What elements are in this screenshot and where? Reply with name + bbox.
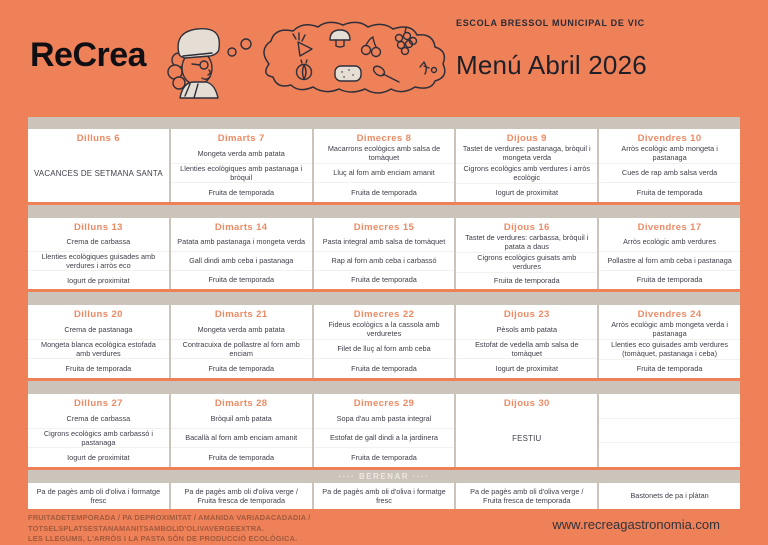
menu-slots <box>28 409 169 467</box>
special-day-note: FESTIU <box>512 433 542 443</box>
menu-slots <box>599 394 740 467</box>
menu-item: Arròs ecològic amb mongeta verda i pastanaga <box>611 320 728 339</box>
menu-item: Fruita de temporada <box>599 359 740 378</box>
day-cell <box>171 305 312 378</box>
berenar-row <box>28 483 740 509</box>
menu-item: Fruita de temporada <box>314 270 455 289</box>
day-header: Dimarts 28 <box>214 398 268 409</box>
day-header: Divendres 10 <box>637 133 702 144</box>
week-row <box>28 305 740 381</box>
menu-slots <box>171 320 312 378</box>
menu-item: Llenties eco guisades amb verdures (tomàquet, pastanaga i ceba) <box>599 339 740 359</box>
day-cell <box>28 305 169 378</box>
menu-item: Fruita de temporada <box>171 182 312 202</box>
week-separator-band <box>28 381 740 394</box>
footer-notes <box>28 513 498 545</box>
menu-item: Fruita de temporada <box>456 272 597 289</box>
footer-note-line1: FRUITADETEMPORADA / PA DEPROXIMITAT / AMANIDA VARIADACADADIA / TOTSELSPLATSESTANAMANITSAMBOLID'OLIVAVERGEEXTRA. <box>28 513 311 533</box>
menu-slots <box>456 233 597 289</box>
website-link[interactable]: www.recreagastronomia.com <box>552 517 720 532</box>
menu-item: Fruita de temporada <box>28 358 169 378</box>
menu-item: Bacallà al forn amb enciam amanit <box>171 428 312 448</box>
week-row <box>28 129 740 205</box>
menu-item: Pèsols amb patata <box>496 324 558 334</box>
berenar-item: Pa de pagès amb oli d'oliva verge / Fruita fresca de temporada <box>456 483 597 509</box>
menu-item: Llenties ecològiques amb pastanaga i bròquil <box>171 163 312 183</box>
day-cell <box>314 305 455 378</box>
menu-slots <box>314 320 455 378</box>
menu-slots <box>456 320 597 378</box>
day-cell <box>28 394 169 467</box>
menu-item: Pollastre al forn amb ceba i pastanaga <box>599 251 740 270</box>
menu-item: Arròs ecològic amb verdures <box>623 237 717 247</box>
menu-item: Crema de pastanaga <box>64 324 133 334</box>
day-header: Dijous 9 <box>506 133 547 144</box>
school-name: ESCOLA BRESSOL MUNICIPAL DE VIC <box>456 18 645 28</box>
day-cell <box>171 394 312 467</box>
menu-item <box>599 394 740 418</box>
menu-slots <box>171 144 312 202</box>
menu-slots <box>599 320 740 378</box>
menu-item: Rap al forn amb ceba i carbassó <box>314 251 455 270</box>
menu-item: Cigrons ecològics guisats amb verdures <box>456 252 597 272</box>
berenar-band <box>28 470 740 483</box>
day-cell <box>456 218 597 289</box>
day-cell <box>456 394 597 467</box>
day-cell <box>314 394 455 467</box>
chef-thinking-illustration <box>152 18 454 106</box>
week-row <box>28 218 740 292</box>
day-header: Dilluns 27 <box>73 398 123 409</box>
menu-item: Mongeta blanca ecològica estofada amb verdures <box>28 339 169 359</box>
day-cell <box>456 129 597 202</box>
day-header: Dilluns 13 <box>73 222 123 233</box>
menu-item: Mongeta verda amb patata <box>197 324 285 334</box>
menu-item: Fruita de temporada <box>599 270 740 289</box>
day-cell <box>456 305 597 378</box>
menu-slots <box>314 233 455 289</box>
day-cell <box>599 394 740 467</box>
menu-item: Fruita de temporada <box>314 358 455 378</box>
day-header: Dilluns 20 <box>73 309 123 320</box>
menu-slots <box>456 144 597 202</box>
menu-item: Bròquil amb patata <box>210 413 272 423</box>
menu-item: Iogurt de proximitat <box>456 358 597 378</box>
day-cell <box>599 129 740 202</box>
day-header: Dimecres 22 <box>353 309 415 320</box>
menu-item: Cues de rap amb salsa verda <box>599 163 740 183</box>
day-header: Dimecres 15 <box>353 222 415 233</box>
day-header: Dijous 30 <box>503 398 550 409</box>
menu-slots <box>171 233 312 289</box>
day-cell <box>171 129 312 202</box>
menu-item: Estofat de vedella amb salsa de tomàquet <box>456 339 597 359</box>
menu-item: Iogurt de proximitat <box>28 270 169 289</box>
thought-bubble-medium-icon <box>241 39 251 49</box>
menu-item: Arròs ecològic amb mongeta i pastanaga <box>621 144 718 163</box>
day-cell <box>599 305 740 378</box>
berenar-item: Pa de pagès amb oli d'oliva i formatge fresc <box>314 483 455 509</box>
menu-item: Iogurt de proximitat <box>456 183 597 202</box>
menu-item: Fruita de temporada <box>171 447 312 467</box>
menu-item <box>599 418 740 443</box>
panel-top-band <box>28 117 740 129</box>
menu-item <box>599 442 740 467</box>
day-cell <box>599 218 740 289</box>
day-header: Dilluns 6 <box>76 133 120 144</box>
week-separator-band <box>28 292 740 305</box>
day-cell <box>314 129 455 202</box>
menu-slots <box>599 233 740 289</box>
day-header: Dimarts 21 <box>214 309 268 320</box>
special-day-note: VACANCES DE SETMANA SANTA <box>34 168 163 178</box>
menu-item: Crema de carbassa <box>66 237 131 247</box>
page-footer <box>0 509 768 545</box>
menu-slots <box>28 320 169 378</box>
day-cell <box>28 129 169 202</box>
menu-item: Cigrons ecològics amb carbassó i pastanaga <box>28 428 169 448</box>
menu-item: Filet de lluç al forn amb ceba <box>314 339 455 359</box>
day-header: Dimecres 8 <box>356 133 412 144</box>
menu-item: Gall dindi amb ceba i pastanaga <box>171 251 312 270</box>
menu-grid-panel <box>28 117 740 509</box>
day-header: Dijous 16 <box>503 222 550 233</box>
bread-icon <box>335 66 361 81</box>
menu-slots <box>599 144 740 202</box>
menu-item: Fruita de temporada <box>171 270 312 289</box>
menu-item: Lluç al forn amb enciam amanit <box>314 163 455 183</box>
menu-item: Fruita de temporada <box>171 358 312 378</box>
menu-item: Fruita de temporada <box>314 182 455 202</box>
menu-slots <box>314 409 455 467</box>
menu-item: Macarrons ecològics amb salsa de tomàquet <box>327 144 441 163</box>
day-cell <box>171 218 312 289</box>
menu-item: Pasta integral amb salsa de tomàquet <box>322 237 446 247</box>
week-row <box>28 394 740 470</box>
menu-item: Iogurt de proximitat <box>28 447 169 467</box>
menu-item: Cigrons ecològics amb verdures i arròs ecològic <box>456 163 597 183</box>
day-header: Dimarts 7 <box>217 133 265 144</box>
menu-item: Contracuixa de pollastre al forn amb enciam <box>171 339 312 359</box>
berenar-item: Pa de pagès amb oli d'oliva verge / Fruita fresca de temporada <box>171 483 312 509</box>
menu-slots <box>28 233 169 289</box>
menu-slots <box>314 144 455 202</box>
day-header: Dimecres 29 <box>353 398 415 409</box>
week-separator-band <box>28 205 740 218</box>
recrea-logo: ReCrea <box>30 36 147 74</box>
menu-item: Estofat de gall dindi a la jardinera <box>314 428 455 448</box>
berenar-item: Bastonets de pa i plàtan <box>599 483 740 509</box>
day-header: Divendres 24 <box>637 309 702 320</box>
chef-hat-icon <box>178 29 219 58</box>
menu-item: Llenties ecològiques guisades amb verdures i arròs eco <box>28 251 169 271</box>
menu-item: Mongeta verda amb patata <box>197 148 285 158</box>
day-cell <box>314 218 455 289</box>
footer-note-line2: LES LLEGUMS, L'ARRÒS I LA PASTA SÓN DE PRODUCCIÓ ECOLÒGICA. <box>28 534 298 544</box>
day-header: Dimarts 14 <box>214 222 268 233</box>
menu-item: Patata amb pastanaga i mongeta verda <box>177 237 306 247</box>
menu-item: Sopa d'au amb pasta integral <box>336 413 432 423</box>
berenar-item: Pa de pagès amb oli d'oliva i formatge fresc <box>28 483 169 509</box>
menu-item: Tastet de verdures: carbassa, bròquil i patata a daus <box>465 233 589 252</box>
page-title: Menú Abril 2026 <box>456 50 647 80</box>
day-header: Divendres 17 <box>637 222 702 233</box>
day-header: Dijous 23 <box>503 309 550 320</box>
thought-cloud-icon <box>264 22 445 93</box>
day-cell <box>28 218 169 289</box>
menu-item: Fruita de temporada <box>314 447 455 467</box>
menu-item: Fruita de temporada <box>599 182 740 202</box>
page-header <box>0 0 768 117</box>
weeks-container <box>28 129 740 470</box>
menu-item: Tastet de verdures: pastanaga, bròquil i mongeta verda <box>462 144 591 163</box>
menu-item: Fideus ecològics a la cassola amb verduretes <box>328 320 440 339</box>
berenar-label: ···· BERENAR ···· <box>338 472 430 481</box>
thought-bubble-small-icon <box>228 48 236 56</box>
menu-slots <box>171 409 312 467</box>
menu-item: Crema de carbassa <box>66 413 131 423</box>
